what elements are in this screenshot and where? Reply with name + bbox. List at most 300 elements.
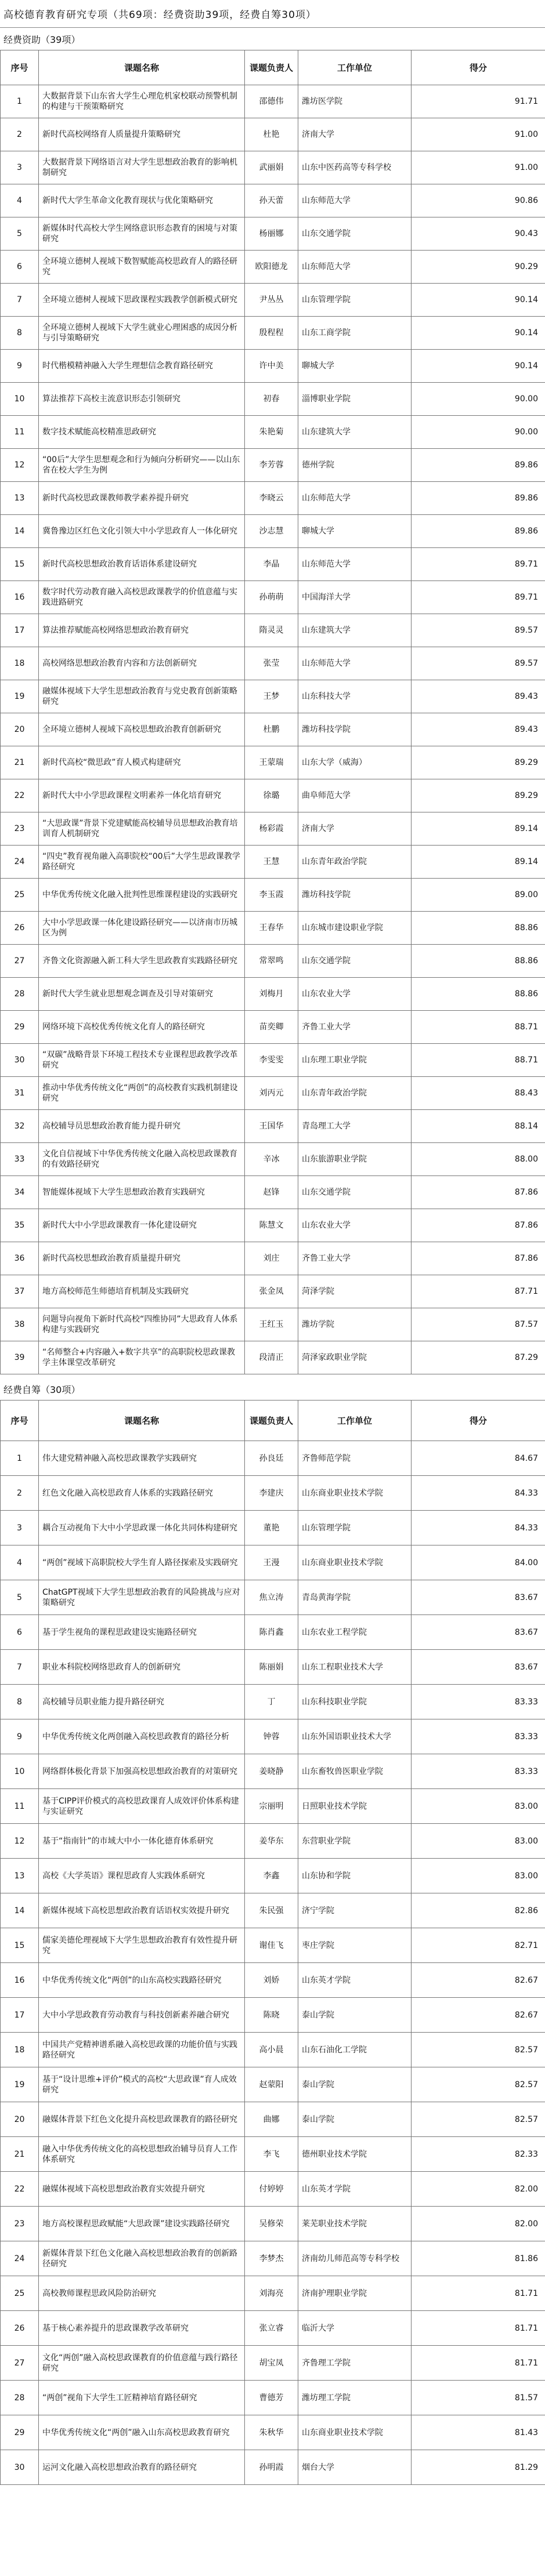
cell-unit: 济南大学 xyxy=(298,118,412,151)
table-row xyxy=(1,85,545,118)
cell-project-name: 全环境立德树人视域下高校思想政治教育创新研究 xyxy=(39,713,245,746)
cell-lead: 谢佳飞 xyxy=(245,1928,298,1963)
cell-no: 9 xyxy=(1,1719,39,1754)
cell-no: 15 xyxy=(1,548,39,581)
cell-lead: 朱艳菊 xyxy=(245,416,298,449)
cell-score: 88.86 xyxy=(412,945,545,978)
cell-unit: 山东青年政治学院 xyxy=(298,1077,412,1110)
cell-score: 91.71 xyxy=(412,85,545,118)
cell-unit: 济南大学 xyxy=(298,812,412,846)
table-row xyxy=(1,2241,545,2276)
cell-no: 9 xyxy=(1,350,39,383)
cell-project-name: 基于学生视角的课程思政建设实施路径研究 xyxy=(39,1615,245,1650)
table-row xyxy=(1,317,545,350)
cell-unit: 济宁学院 xyxy=(298,1893,412,1928)
cell-lead: 李芳蓉 xyxy=(245,449,298,482)
table-row xyxy=(1,118,545,151)
cell-no: 27 xyxy=(1,2346,39,2381)
cell-lead: 付婷婷 xyxy=(245,2172,298,2207)
cell-no: 29 xyxy=(1,2415,39,2450)
cell-no: 36 xyxy=(1,1242,39,1275)
cell-no: 8 xyxy=(1,1685,39,1719)
cell-score: 82.57 xyxy=(412,2102,545,2137)
cell-score: 89.43 xyxy=(412,713,545,746)
cell-lead: 董艳 xyxy=(245,1511,298,1545)
header-unit: 工作单位 xyxy=(298,1401,412,1441)
table-row xyxy=(1,713,545,746)
cell-unit: 山东外国语职业技术大学 xyxy=(298,1719,412,1754)
table-row xyxy=(1,1143,545,1176)
section-funded-title: 经费资助（39项） xyxy=(3,34,81,45)
cell-lead: 尹丛丛 xyxy=(245,284,298,317)
cell-unit: 莱芜职业技术学院 xyxy=(298,2207,412,2241)
cell-score: 87.29 xyxy=(412,1341,545,1374)
cell-lead: 姜晓静 xyxy=(245,1754,298,1789)
cell-unit: 山东科技职业学院 xyxy=(298,1685,412,1719)
table-row xyxy=(1,2033,545,2067)
table-row xyxy=(1,2207,545,2241)
table-row xyxy=(1,978,545,1011)
cell-no: 24 xyxy=(1,2241,39,2276)
cell-score: 89.14 xyxy=(412,846,545,879)
cell-no: 29 xyxy=(1,1011,39,1044)
cell-no: 30 xyxy=(1,1044,39,1077)
cell-no: 21 xyxy=(1,2137,39,2172)
cell-no: 1 xyxy=(1,1441,39,1476)
table-row xyxy=(1,1209,545,1242)
cell-lead: 张莹 xyxy=(245,647,298,680)
cell-no: 11 xyxy=(1,1789,39,1824)
cell-no: 5 xyxy=(1,1580,39,1615)
cell-no: 18 xyxy=(1,2033,39,2067)
cell-project-name: 问题导向视角下新时代高校“四维协同”大思政育人体系构建与实践研究 xyxy=(39,1308,245,1341)
cell-no: 3 xyxy=(1,151,39,184)
table-row xyxy=(1,1308,545,1341)
cell-score: 91.00 xyxy=(412,118,545,151)
cell-project-name: 全环境立德树人视域下思政课程实践教学创新模式研究 xyxy=(39,284,245,317)
cell-project-name: 大数据背景下山东省大学生心理危机家校联动预警机制的构建与干预策略研究 xyxy=(39,85,245,118)
table-row xyxy=(1,416,545,449)
cell-no: 25 xyxy=(1,2276,39,2311)
cell-no: 37 xyxy=(1,1275,39,1308)
header-no: 序号 xyxy=(1,1401,39,1441)
cell-lead: 常翠鸣 xyxy=(245,945,298,978)
cell-score: 83.67 xyxy=(412,1650,545,1685)
cell-lead: 赵锋 xyxy=(245,1176,298,1209)
cell-project-name: 伟大建党精神融入高校思政课教学实践研究 xyxy=(39,1441,245,1476)
cell-project-name: 运河文化融入高校思想政治教育的路径研究 xyxy=(39,2450,245,2485)
table-row xyxy=(1,449,545,482)
table-row xyxy=(1,581,545,614)
cell-lead: 孙天蕾 xyxy=(245,184,298,217)
cell-lead: 隋灵灵 xyxy=(245,614,298,647)
cell-project-name: 新时代大中小学思政课教育一体化建设研究 xyxy=(39,1209,245,1242)
cell-unit: 聊城大学 xyxy=(298,350,412,383)
table-row xyxy=(1,350,545,383)
cell-no: 7 xyxy=(1,284,39,317)
cell-score: 88.00 xyxy=(412,1143,545,1176)
cell-project-name: 融媒体视域下高校思想政治教育实效提升研究 xyxy=(39,2172,245,2207)
cell-lead: 高小晨 xyxy=(245,2033,298,2067)
cell-project-name: 融媒体背景下红色文化提升高校思政课教育的路径研究 xyxy=(39,2102,245,2137)
cell-project-name: 儒家美德伦理视域下大学生思想政治教育有效性提升研究 xyxy=(39,1928,245,1963)
cell-no: 15 xyxy=(1,1928,39,1963)
cell-lead: 李晓云 xyxy=(245,482,298,515)
cell-project-name: “四史”教育视角融入高职院校“00后”大学生思政课教学路径研究 xyxy=(39,846,245,879)
cell-lead: 杜鹏 xyxy=(245,713,298,746)
cell-project-name: “大思政课”背景下党建赋能高校辅导员思想政治教育培训育人机制研究 xyxy=(39,812,245,846)
cell-unit: 临沂大学 xyxy=(298,2311,412,2346)
cell-unit: 山东农业大学 xyxy=(298,1209,412,1242)
table-row xyxy=(1,2102,545,2137)
cell-unit: 日照职业技术学院 xyxy=(298,1789,412,1824)
funded-header-row xyxy=(1,50,545,85)
cell-score: 87.57 xyxy=(412,1308,545,1341)
header-name: 课题名称 xyxy=(39,1401,245,1441)
cell-lead: 王蒙瑞 xyxy=(245,746,298,779)
cell-score: 89.29 xyxy=(412,746,545,779)
cell-score: 82.71 xyxy=(412,1928,545,1963)
table-row xyxy=(1,1441,545,1476)
cell-unit: 齐鲁理工学院 xyxy=(298,2346,412,2381)
cell-project-name: 高校网络思想政治教育内容和方法创新研究 xyxy=(39,647,245,680)
cell-score: 83.00 xyxy=(412,1824,545,1859)
cell-project-name: 新时代大中小学思政课程文明素养一体化培育研究 xyxy=(39,779,245,812)
cell-lead: 武丽娟 xyxy=(245,151,298,184)
cell-project-name: 新时代高校思想政治教育话语体系建设研究 xyxy=(39,548,245,581)
cell-score: 90.14 xyxy=(412,284,545,317)
cell-lead: 杨彩霞 xyxy=(245,812,298,846)
cell-unit: 山东旅游职业学院 xyxy=(298,1143,412,1176)
cell-lead: 沙志慧 xyxy=(245,515,298,548)
cell-no: 13 xyxy=(1,482,39,515)
cell-score: 82.57 xyxy=(412,2033,545,2067)
cell-project-name: 新时代高校网络育人质量提升策略研究 xyxy=(39,118,245,151)
cell-lead: 曹德芳 xyxy=(245,2381,298,2415)
cell-project-name: 基于“指南针”的市域大中小一体化德育体系研究 xyxy=(39,1824,245,1859)
cell-unit: 潍坊科技学院 xyxy=(298,713,412,746)
cell-no: 32 xyxy=(1,1110,39,1143)
cell-project-name: 数字技术赋能高校精准思政研究 xyxy=(39,416,245,449)
table-row xyxy=(1,1275,545,1308)
cell-no: 7 xyxy=(1,1650,39,1685)
selffunded-header-row xyxy=(1,1401,545,1441)
cell-lead: 王漫 xyxy=(245,1545,298,1580)
cell-lead: 陈肖鑫 xyxy=(245,1615,298,1650)
cell-score: 81.29 xyxy=(412,2450,545,2485)
cell-unit: 山东建筑大学 xyxy=(298,614,412,647)
cell-project-name: “名师整合+内容融入+数字共享”的高职院校思政课教学主体课堂改革研究 xyxy=(39,1341,245,1374)
cell-no: 23 xyxy=(1,2207,39,2241)
table-row xyxy=(1,1615,545,1650)
cell-unit: 山东商业职业技术学院 xyxy=(298,1476,412,1511)
cell-project-name: 中华优秀传统文化“两创”融入山东高校思政教育研究 xyxy=(39,2415,245,2450)
cell-no: 8 xyxy=(1,317,39,350)
table-row xyxy=(1,1044,545,1077)
cell-lead: 李雯雯 xyxy=(245,1044,298,1077)
table-row xyxy=(1,383,545,416)
funded-table xyxy=(0,50,545,1374)
cell-project-name: 基于CIPP评价模式的高校思政课育人成效评价体系构建与实证研究 xyxy=(39,1789,245,1824)
cell-score: 81.71 xyxy=(412,2346,545,2381)
cell-lead: 王春华 xyxy=(245,912,298,945)
cell-score: 87.71 xyxy=(412,1275,545,1308)
cell-project-name: 融媒体视域下大学生思想政治教育与党史教育创新策略研究 xyxy=(39,680,245,713)
cell-score: 89.57 xyxy=(412,647,545,680)
selffunded-body xyxy=(1,1441,545,2485)
cell-lead: 焦立涛 xyxy=(245,1580,298,1615)
cell-project-name: 推动中华优秀传统文化“两创”的高校教育实践机制建设研究 xyxy=(39,1077,245,1110)
cell-no: 6 xyxy=(1,1615,39,1650)
cell-project-name: 新时代高校思政课教师教学素养提升研究 xyxy=(39,482,245,515)
cell-project-name: 全环境立德树人视域下数智赋能高校思政育人的路径研究 xyxy=(39,251,245,284)
cell-lead: 段清正 xyxy=(245,1341,298,1374)
cell-project-name: 新媒体背景下红色文化融入高校思想政治教育的创新路径研究 xyxy=(39,2241,245,2276)
cell-no: 5 xyxy=(1,217,39,251)
table-row xyxy=(1,779,545,812)
table-row xyxy=(1,1545,545,1580)
cell-no: 24 xyxy=(1,846,39,879)
cell-project-name: 中华优秀传统文化两创融入高校思政教育的路径分析 xyxy=(39,1719,245,1754)
table-row xyxy=(1,2311,545,2346)
table-row xyxy=(1,2276,545,2311)
table-row xyxy=(1,2346,545,2381)
cell-unit: 泰山学院 xyxy=(298,1998,412,2033)
cell-score: 89.86 xyxy=(412,449,545,482)
cell-lead: 初春 xyxy=(245,383,298,416)
header-name: 课题名称 xyxy=(39,50,245,85)
cell-score: 83.33 xyxy=(412,1685,545,1719)
cell-unit: 山东畜牧兽医职业学院 xyxy=(298,1754,412,1789)
table-row xyxy=(1,879,545,912)
cell-project-name: ChatGPT视域下大学生思想政治教育的风险挑战与应对策略研究 xyxy=(39,1580,245,1615)
cell-score: 81.57 xyxy=(412,2381,545,2415)
cell-no: 34 xyxy=(1,1176,39,1209)
cell-score: 82.57 xyxy=(412,2067,545,2102)
table-row xyxy=(1,846,545,879)
cell-no: 16 xyxy=(1,1963,39,1998)
table-row xyxy=(1,515,545,548)
cell-lead: 杜艳 xyxy=(245,118,298,151)
cell-project-name: 大中小学思政教育劳动教育与科技创新素养融合研究 xyxy=(39,1998,245,2033)
cell-score: 89.43 xyxy=(412,680,545,713)
cell-score: 88.71 xyxy=(412,1011,545,1044)
cell-no: 27 xyxy=(1,945,39,978)
cell-score: 82.67 xyxy=(412,1963,545,1998)
cell-score: 82.00 xyxy=(412,2207,545,2241)
cell-unit: 聊城大学 xyxy=(298,515,412,548)
cell-score: 87.86 xyxy=(412,1242,545,1275)
cell-no: 14 xyxy=(1,1893,39,1928)
cell-unit: 济南护理职业学院 xyxy=(298,2276,412,2311)
header-lead: 课题负责人 xyxy=(245,50,298,85)
table-row xyxy=(1,251,545,284)
cell-unit: 青岛理工大学 xyxy=(298,1110,412,1143)
cell-unit: 菏泽家政职业学院 xyxy=(298,1341,412,1374)
cell-project-name: 高校教师课程思政风险防治研究 xyxy=(39,2276,245,2311)
cell-no: 1 xyxy=(1,85,39,118)
cell-project-name: 红色文化融入高校思政育人体系的实践路径研究 xyxy=(39,1476,245,1511)
cell-lead: 宗丽明 xyxy=(245,1789,298,1824)
cell-lead: 王梦 xyxy=(245,680,298,713)
table-row xyxy=(1,1077,545,1110)
cell-project-name: 融入中华优秀传统文化的高校思想政治辅导员育人工作体系研究 xyxy=(39,2137,245,2172)
cell-project-name: 新时代高校“微思政”育人模式构建研究 xyxy=(39,746,245,779)
cell-lead: 张立睿 xyxy=(245,2311,298,2346)
cell-lead: 赵蒙阳 xyxy=(245,2067,298,2102)
table-row xyxy=(1,746,545,779)
cell-lead: 刘娇 xyxy=(245,1963,298,1998)
header-unit: 工作单位 xyxy=(298,50,412,85)
cell-lead: 曲娜 xyxy=(245,2102,298,2137)
cell-lead: 王国华 xyxy=(245,1110,298,1143)
selffunded-table xyxy=(0,1400,545,2485)
cell-no: 23 xyxy=(1,812,39,846)
cell-score: 90.00 xyxy=(412,383,545,416)
cell-project-name: 耦合互动视角下大中小学思政课一体化共同体构建研究 xyxy=(39,1511,245,1545)
table-row xyxy=(1,1719,545,1754)
cell-score: 83.67 xyxy=(412,1615,545,1650)
table-row xyxy=(1,1928,545,1963)
cell-no: 39 xyxy=(1,1341,39,1374)
cell-score: 90.43 xyxy=(412,217,545,251)
table-row xyxy=(1,647,545,680)
cell-unit: 东营职业学院 xyxy=(298,1824,412,1859)
cell-lead: 辛冰 xyxy=(245,1143,298,1176)
cell-unit: 山东石油化工学院 xyxy=(298,2033,412,2067)
cell-project-name: 新媒体视域下高校思想政治教育话语权实效提升研究 xyxy=(39,1893,245,1928)
cell-lead: 陈丽娟 xyxy=(245,1650,298,1685)
cell-no: 30 xyxy=(1,2450,39,2485)
cell-no: 28 xyxy=(1,978,39,1011)
cell-unit: 山东英才学院 xyxy=(298,1963,412,1998)
cell-score: 87.86 xyxy=(412,1176,545,1209)
table-row xyxy=(1,1685,545,1719)
table-row xyxy=(1,1963,545,1998)
table-row xyxy=(1,1650,545,1685)
table-row xyxy=(1,1789,545,1824)
cell-score: 82.33 xyxy=(412,2137,545,2172)
cell-no: 10 xyxy=(1,383,39,416)
cell-unit: 济南幼儿师范高等专科学校 xyxy=(298,2241,412,2276)
cell-no: 3 xyxy=(1,1511,39,1545)
cell-score: 84.67 xyxy=(412,1441,545,1476)
cell-unit: 齐鲁师范学院 xyxy=(298,1441,412,1476)
cell-score: 82.67 xyxy=(412,1998,545,2033)
cell-project-name: 新时代大学生就业思想观念调查及引导对策研究 xyxy=(39,978,245,1011)
table-row xyxy=(1,1242,545,1275)
cell-project-name: 地方高校课程思政赋能“大思政课”建设实践路径研究 xyxy=(39,2207,245,2241)
cell-unit: 潍坊理工学院 xyxy=(298,2381,412,2415)
cell-unit: 山东交通学院 xyxy=(298,1176,412,1209)
cell-no: 19 xyxy=(1,2067,39,2102)
cell-unit: 山东城市建设职业学院 xyxy=(298,912,412,945)
cell-unit: 山东农业大学 xyxy=(298,978,412,1011)
cell-no: 18 xyxy=(1,647,39,680)
table-row xyxy=(1,1859,545,1893)
cell-unit: 山东协和学院 xyxy=(298,1859,412,1893)
cell-unit: 山东英才学院 xyxy=(298,2172,412,2207)
table-row xyxy=(1,284,545,317)
table-row xyxy=(1,1476,545,1511)
cell-unit: 山东师范大学 xyxy=(298,482,412,515)
cell-score: 81.86 xyxy=(412,2241,545,2276)
cell-project-name: 中华优秀传统文化融入批判性思维课程建设的实践研究 xyxy=(39,879,245,912)
cell-project-name: 地方高校师范生师德培育机制及实践研究 xyxy=(39,1275,245,1308)
cell-lead: 李鑫 xyxy=(245,1859,298,1893)
cell-no: 21 xyxy=(1,746,39,779)
cell-project-name: 算法推荐赋能高校网络思想政治教育研究 xyxy=(39,614,245,647)
table-row xyxy=(1,1998,545,2033)
cell-unit: 潍坊科技学院 xyxy=(298,879,412,912)
table-row xyxy=(1,1110,545,1143)
cell-score: 83.67 xyxy=(412,1580,545,1615)
cell-lead: 李玉霞 xyxy=(245,879,298,912)
cell-lead: 钟蓉 xyxy=(245,1719,298,1754)
cell-no: 4 xyxy=(1,1545,39,1580)
cell-lead: 孙萌萌 xyxy=(245,581,298,614)
cell-unit: 山东交通学院 xyxy=(298,217,412,251)
cell-score: 88.71 xyxy=(412,1044,545,1077)
cell-unit: 山东管理学院 xyxy=(298,1511,412,1545)
cell-lead: 刘梅月 xyxy=(245,978,298,1011)
cell-score: 83.33 xyxy=(412,1754,545,1789)
table-row xyxy=(1,912,545,945)
cell-unit: 山东师范大学 xyxy=(298,184,412,217)
header-score: 得分 xyxy=(412,1401,545,1441)
cell-unit: 潍坊医学院 xyxy=(298,85,412,118)
cell-project-name: 时代楷模精神融入大学生理想信念教育路径研究 xyxy=(39,350,245,383)
cell-no: 26 xyxy=(1,2311,39,2346)
cell-unit: 齐鲁工业大学 xyxy=(298,1011,412,1044)
cell-score: 87.86 xyxy=(412,1209,545,1242)
cell-lead: 孙明霞 xyxy=(245,2450,298,2485)
cell-project-name: 中国共产党精神谱系融入高校思政课的功能价值与实践路径研究 xyxy=(39,2033,245,2067)
cell-unit: 山东建筑大学 xyxy=(298,416,412,449)
table-row xyxy=(1,482,545,515)
cell-score: 89.86 xyxy=(412,515,545,548)
cell-project-name: 文化“两创”融入高校思政课教育的价值意蕴与践行路径研究 xyxy=(39,2346,245,2381)
cell-no: 4 xyxy=(1,184,39,217)
cell-no: 12 xyxy=(1,449,39,482)
table-row xyxy=(1,1511,545,1545)
cell-project-name: 冀鲁豫边区红色文化引领大中小学思政育人一体化研究 xyxy=(39,515,245,548)
header-score: 得分 xyxy=(412,50,545,85)
cell-project-name: 高校《大学英语》课程思政育人实践体系研究 xyxy=(39,1859,245,1893)
cell-lead: 刘庄 xyxy=(245,1242,298,1275)
cell-score: 89.14 xyxy=(412,812,545,846)
cell-unit: 山东工程职业技术大学 xyxy=(298,1650,412,1685)
header-no: 序号 xyxy=(1,50,39,85)
cell-no: 35 xyxy=(1,1209,39,1242)
cell-score: 89.29 xyxy=(412,779,545,812)
cell-unit: 山东师范大学 xyxy=(298,647,412,680)
cell-no: 12 xyxy=(1,1824,39,1859)
table-row xyxy=(1,1754,545,1789)
cell-lead: 许中美 xyxy=(245,350,298,383)
table-row xyxy=(1,548,545,581)
cell-project-name: 新媒体时代高校大学生网络意识形态教育的困境与对策研究 xyxy=(39,217,245,251)
cell-no: 31 xyxy=(1,1077,39,1110)
table-row xyxy=(1,945,545,978)
cell-unit: 曲阜师范大学 xyxy=(298,779,412,812)
cell-lead: 朱秋华 xyxy=(245,2415,298,2450)
cell-score: 88.86 xyxy=(412,978,545,1011)
cell-project-name: 大中小学思政课一体化建设路径研究——以济南市历城区为例 xyxy=(39,912,245,945)
cell-lead: 苗奕卿 xyxy=(245,1011,298,1044)
cell-score: 89.71 xyxy=(412,548,545,581)
cell-no: 11 xyxy=(1,416,39,449)
